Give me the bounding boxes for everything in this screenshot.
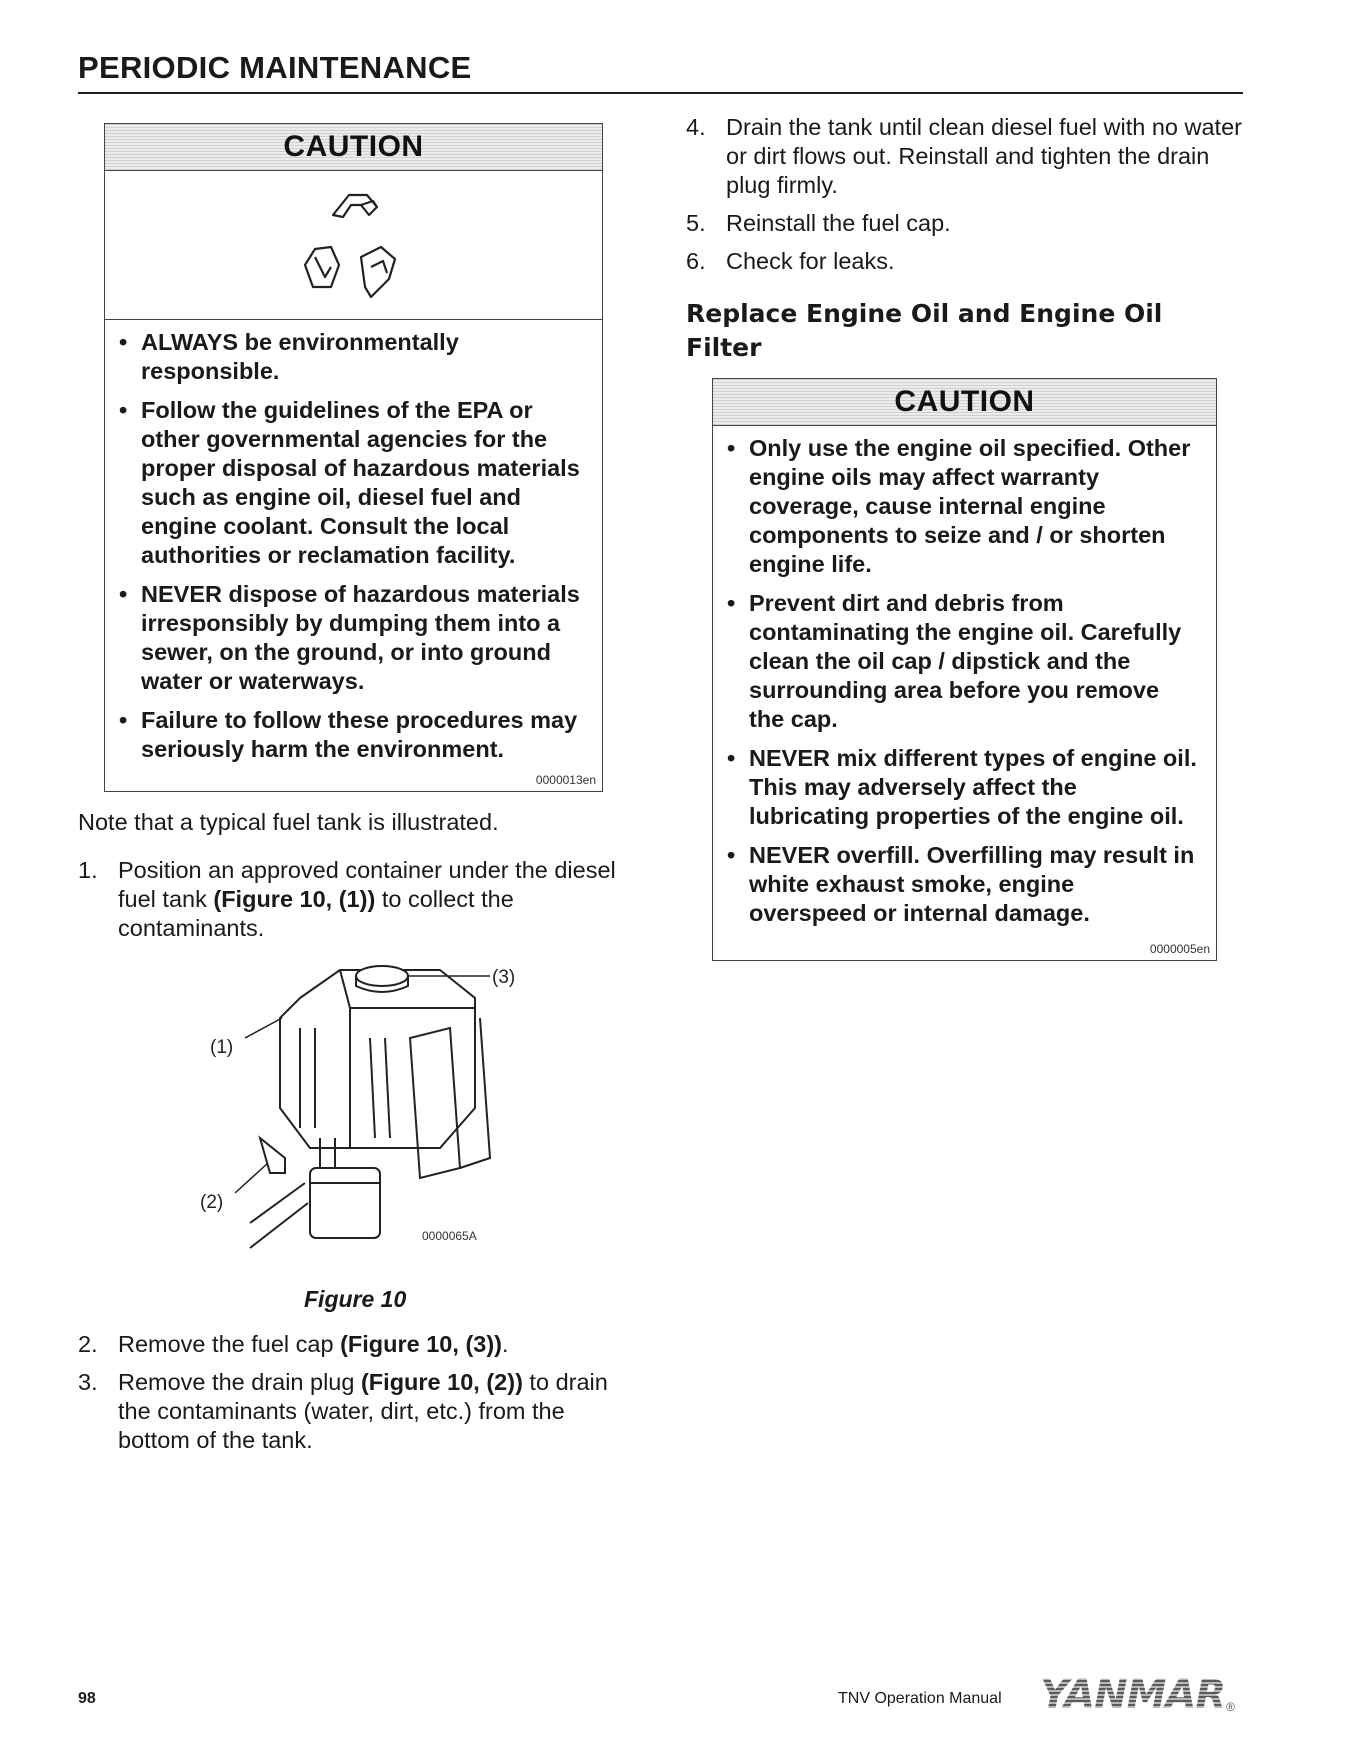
brand-wordmark: YANMAR xyxy=(1040,1672,1226,1718)
figure-code: 0000065A xyxy=(422,1229,477,1243)
caution2-bullet: • NEVER mix different types of engine oil. This may adversely affect the lubricating properties of the engine oil. xyxy=(727,744,1198,831)
page-number: 98 xyxy=(78,1690,96,1707)
caution-title: CAUTION xyxy=(894,385,1035,418)
step-4 xyxy=(686,113,1246,200)
caution-box-oil xyxy=(712,378,1217,961)
step-number: 2. xyxy=(78,1331,98,1357)
steps-list-b xyxy=(78,1330,630,1464)
caution1-bullet: • Failure to follow these procedures may seriously harm the environment. xyxy=(119,706,584,764)
step-text: . xyxy=(502,1331,509,1357)
callout-3: (3) xyxy=(492,967,516,988)
step-text: to collect the contaminants. xyxy=(118,886,514,941)
callout-2: (2) xyxy=(200,1192,224,1213)
callout-1: (1) xyxy=(210,1037,234,1058)
step-number: 5. xyxy=(686,210,706,236)
step-text: to drain the contaminants (water, dirt, etc.) from the bottom of the tank. xyxy=(118,1369,608,1453)
step-3 xyxy=(78,1368,630,1455)
step-number: 6. xyxy=(686,248,706,274)
step-number: 3. xyxy=(78,1369,98,1395)
caution1-code: 0000013en xyxy=(535,773,596,787)
subheading: Replace Engine Oil and Engine Oil Filter xyxy=(686,299,1163,362)
brand-registered-mark: ® xyxy=(1226,1700,1235,1714)
step-text: Drain the tank until clean diesel fuel with no water or dirt flows out. Reinstall and tighten the drain plug firmly. xyxy=(726,114,1242,198)
figure-ref: (Figure 10, (3)) xyxy=(340,1331,502,1357)
figure-caption: Figure 10 xyxy=(304,1286,407,1312)
step-6 xyxy=(686,247,1246,276)
manual-title: TNV Operation Manual xyxy=(838,1690,1002,1707)
step-number: 1. xyxy=(78,857,98,883)
section-title: PERIODIC MAINTENANCE xyxy=(78,50,472,85)
caution2-code: 0000005en xyxy=(1149,942,1210,956)
caution2-bullet: • NEVER overfill. Overfilling may result in white exhaust smoke, engine overspeed or internal damage. xyxy=(727,841,1198,928)
caution1-bullet: • Follow the guidelines of the EPA or other governmental agencies for the proper disposal of hazardous materials such as engine oil, diesel fuel and engine coolant. Consult the local authorities or reclamation facility. xyxy=(119,396,584,570)
recycle-symbol-area xyxy=(105,171,602,320)
caution-title: CAUTION xyxy=(283,130,424,163)
caution1-bullet: • ALWAYS be environmentally responsible. xyxy=(119,328,584,386)
step-number: 4. xyxy=(686,114,706,140)
caution-header xyxy=(105,124,602,171)
steps-list-c xyxy=(686,113,1246,285)
step-text: Reinstall the fuel cap. xyxy=(726,210,951,236)
figure-ref: (Figure 10, (1)) xyxy=(213,886,376,912)
step-text: Remove the drain plug xyxy=(118,1369,361,1395)
step-5 xyxy=(686,209,1246,238)
steps-list-a xyxy=(78,856,630,952)
header-rule xyxy=(78,92,1243,94)
caution-header xyxy=(713,379,1216,426)
caution2-bullet: • Only use the engine oil specified. Other engine oils may affect warranty coverage, cause internal engine components to seize and / or shorten engine life. xyxy=(727,434,1198,579)
caution1-bullet: • NEVER dispose of hazardous materials irresponsibly by dumping them into a sewer, on the ground, or into ground water or waterways. xyxy=(119,580,584,696)
brand-logo xyxy=(1040,1672,1235,1718)
step-text: Remove the fuel cap xyxy=(118,1331,341,1357)
caution2-bullet-list xyxy=(713,434,1216,928)
caution2-bullet: • Prevent dirt and debris from contaminating the engine oil. Carefully clean the oil cap / dipstick and the surrounding area before you remove the cap. xyxy=(727,589,1198,734)
note-text: Note that a typical fuel tank is illustrated. xyxy=(78,809,499,835)
step-1 xyxy=(78,856,630,943)
caution-box-environment xyxy=(104,123,603,792)
step-text: Check for leaks. xyxy=(726,248,895,274)
caution1-bullet-list xyxy=(105,328,602,764)
step-text: Position an approved container under the diesel fuel tank xyxy=(118,857,616,912)
fuel-tank-illustration xyxy=(190,958,610,1258)
figure-ref: (Figure 10, (2)) xyxy=(360,1369,523,1395)
recycle-icon xyxy=(291,187,411,307)
step-2 xyxy=(78,1330,630,1359)
